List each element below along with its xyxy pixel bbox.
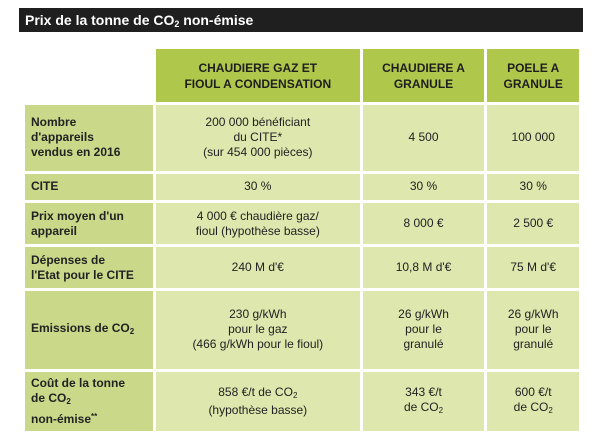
cell-line bbox=[493, 400, 573, 418]
cell-depenses-col1: 240 M d'€ bbox=[156, 247, 360, 288]
cell-subscript: 2 bbox=[548, 405, 553, 415]
cell-depenses-col2: 10,8 M d'€ bbox=[363, 247, 485, 288]
cell-line: granulé bbox=[403, 337, 444, 352]
label-footnote-mark: ** bbox=[91, 411, 98, 421]
header-row bbox=[25, 49, 579, 102]
row-label-emissions bbox=[25, 291, 153, 369]
label-line: vendus en 2016 bbox=[31, 145, 121, 160]
cell-line bbox=[369, 400, 479, 418]
table-row-depenses bbox=[25, 247, 579, 288]
table-title bbox=[19, 8, 583, 32]
table-row-emissions bbox=[25, 291, 579, 369]
cell-text: de CO bbox=[513, 399, 549, 414]
cell-appareils-col1 bbox=[156, 105, 360, 170]
label-subscript: 2 bbox=[129, 326, 135, 336]
cell-cout-col3 bbox=[487, 372, 579, 431]
label-line-nonemise bbox=[31, 409, 147, 427]
label-line: Dépenses de bbox=[31, 252, 106, 267]
cell-line: du CITE* bbox=[233, 130, 283, 145]
header-chaudiere-granule bbox=[363, 49, 485, 102]
cell-line: granulé bbox=[513, 337, 554, 352]
title-subscript: 2 bbox=[174, 19, 180, 29]
corner-cell bbox=[25, 49, 153, 102]
cell-prix-col1 bbox=[156, 203, 360, 244]
cell-line: pour le bbox=[514, 322, 552, 337]
cell-depenses-col3: 75 M d'€ bbox=[487, 247, 579, 288]
label-line: Prix moyen d'un bbox=[31, 208, 124, 223]
row-label-depenses bbox=[25, 247, 153, 288]
row-label-prix bbox=[25, 203, 153, 244]
header-col1-line1: CHAUDIERE GAZ ET bbox=[198, 60, 318, 75]
cell-prix-col3: 2 500 € bbox=[487, 203, 579, 244]
cell-prix-col2: 8 000 € bbox=[363, 203, 485, 244]
co2-price-table bbox=[22, 46, 582, 434]
cell-cite-col1: 30 % bbox=[156, 174, 360, 201]
cell-cite-col2: 30 % bbox=[363, 174, 485, 201]
header-col1-line2: FIOUL A CONDENSATION bbox=[184, 76, 332, 91]
cell-emissions-col1 bbox=[156, 291, 360, 369]
cell-line: pour le bbox=[405, 322, 442, 337]
cell-line: 600 €/t bbox=[514, 384, 552, 399]
header-col3-line1: POELE A bbox=[507, 60, 560, 75]
label-text: non-émise bbox=[31, 411, 92, 426]
cell-cite-col3: 30 % bbox=[487, 174, 579, 201]
header-poele-granule bbox=[487, 49, 579, 102]
row-label-cout bbox=[25, 372, 153, 431]
table-row-cout bbox=[25, 372, 579, 431]
row-label-appareils bbox=[25, 105, 153, 170]
table-row-cite bbox=[25, 174, 579, 201]
cell-line: (sur 454 000 pièces) bbox=[203, 145, 313, 160]
cell-emissions-col3 bbox=[487, 291, 579, 369]
cell-subscript: 2 bbox=[292, 390, 298, 400]
title-prefix: Prix de la tonne de CO bbox=[25, 12, 175, 28]
cell-line: (hypothèse basse) bbox=[208, 402, 308, 417]
cell-line: (466 g/kWh pour le fioul) bbox=[192, 337, 324, 352]
label-subscript: 2 bbox=[66, 396, 71, 406]
row-label-cite: CITE bbox=[25, 174, 153, 201]
label-line: l'Etat pour le CITE bbox=[31, 267, 134, 282]
cell-line: 26 g/kWh bbox=[507, 307, 559, 322]
cell-line: pour le gaz bbox=[228, 322, 288, 337]
table-row-appareils bbox=[25, 105, 579, 170]
cell-subscript: 2 bbox=[438, 405, 444, 415]
cell-line: 4 000 € chaudière gaz/ bbox=[196, 208, 319, 223]
title-suffix: non-émise bbox=[179, 12, 254, 28]
cell-text: 858 €/t de CO bbox=[218, 384, 293, 399]
cell-line: 200 000 bénéficiant bbox=[205, 115, 311, 130]
label-text: Emissions de CO bbox=[31, 320, 130, 335]
label-line: d'appareils bbox=[31, 130, 94, 145]
label-line: Nombre bbox=[31, 115, 77, 130]
header-col3-line2: GRANULE bbox=[503, 76, 563, 91]
cell-cout-col1 bbox=[156, 372, 360, 431]
label-text: de CO bbox=[31, 390, 67, 405]
cell-appareils-col2: 4 500 bbox=[363, 105, 485, 170]
cell-text: de CO bbox=[403, 399, 439, 414]
cell-cout-col2 bbox=[363, 372, 485, 431]
cell-line: 343 €/t bbox=[405, 384, 442, 399]
label-line: appareil bbox=[31, 223, 78, 238]
cell-emissions-col2 bbox=[363, 291, 485, 369]
label-line-co2 bbox=[31, 391, 147, 409]
cell-appareils-col3: 100 000 bbox=[487, 105, 579, 170]
header-col2-line1: CHAUDIERE A bbox=[382, 60, 465, 75]
cell-line bbox=[162, 385, 354, 403]
cell-line: fioul (hypothèse basse) bbox=[195, 223, 320, 238]
cell-line: 230 g/kWh bbox=[229, 307, 287, 322]
cell-line: 26 g/kWh bbox=[398, 307, 449, 322]
label-line: Coût de la tonne bbox=[31, 375, 125, 390]
header-chaudiere-gaz-fioul bbox=[156, 49, 360, 102]
table-row-prix bbox=[25, 203, 579, 244]
header-col2-line2: GRANULE bbox=[393, 76, 454, 91]
